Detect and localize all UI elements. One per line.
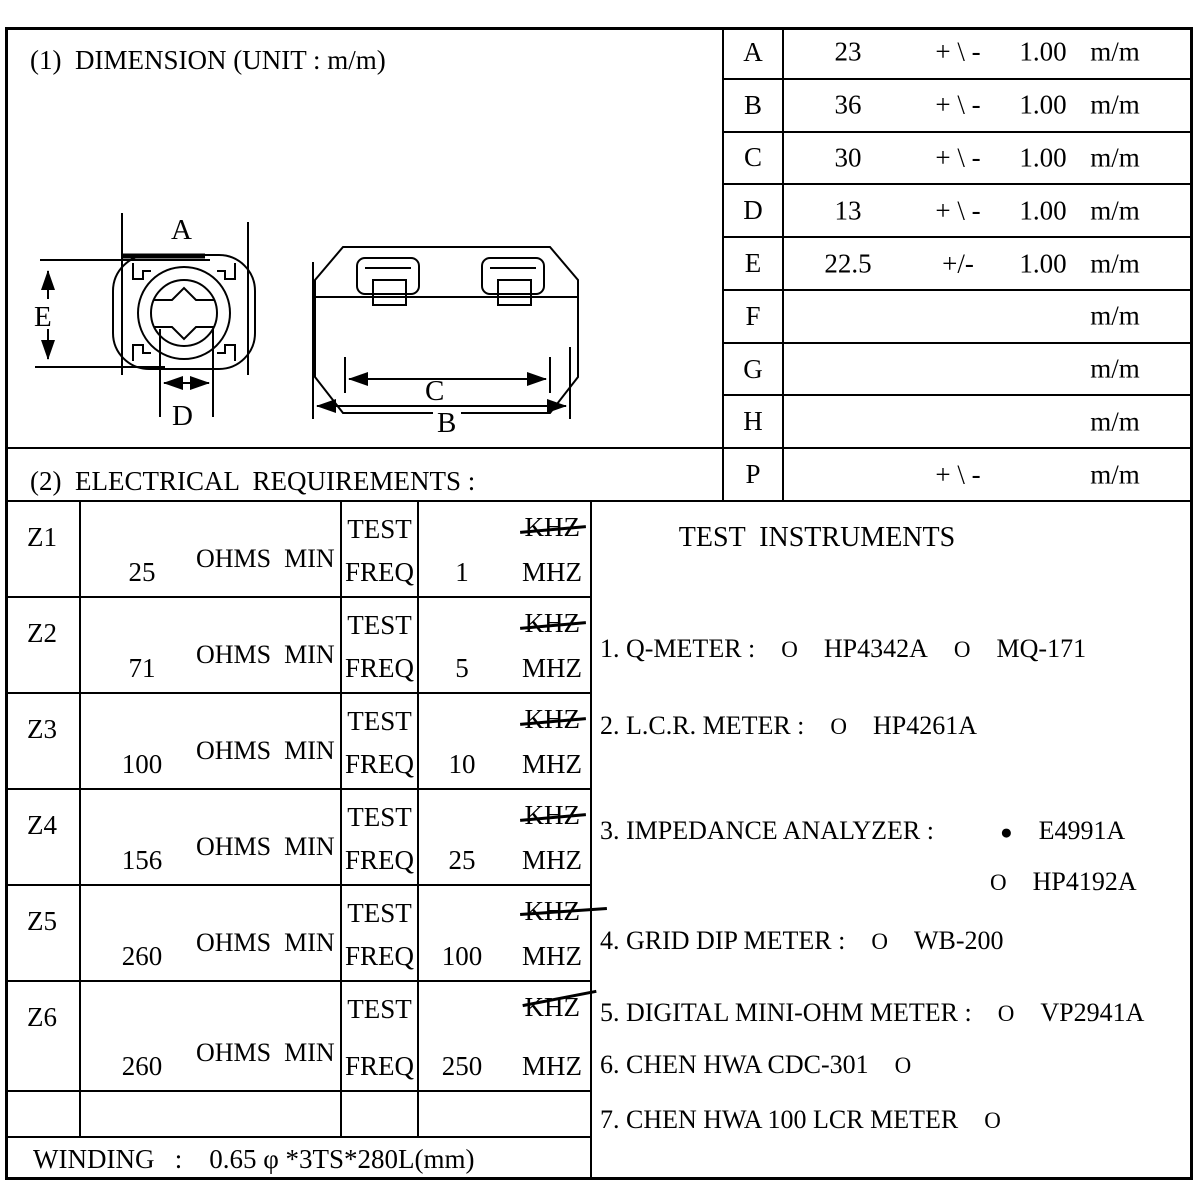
z-label: Z6 [5,982,81,1090]
ohms-min-label: OHMS MIN [196,640,335,669]
instrument-model: E4991A [1038,816,1126,845]
khz-unit-struck: KHZ [524,896,580,926]
dim-tolerance: 1.00 [1019,248,1067,279]
dim-label-d: D [172,400,193,432]
dim-tolerance-sign: + \ - [935,89,981,120]
dim-value: 36 [834,89,862,120]
dim-tolerance-sign: + \ - [935,195,981,226]
instrument-item-lcr-meter [600,711,977,741]
dim-tolerance: 1.00 [1019,195,1067,226]
instrument-model: HP4261A [873,711,978,740]
ohms-min-label: OHMS MIN [196,1038,335,1067]
instrument-item-q-meter [600,634,1086,664]
dim-unit: m/m [1090,142,1140,173]
radio-option-mark-selected[interactable]: ● [999,820,1013,844]
instrument-model: HP4342A [823,634,928,663]
dimension-table [722,27,1193,500]
z-label: Z1 [5,502,81,596]
side-view-drawing [313,247,578,439]
instrument-model: WB-200 [913,926,1004,955]
dim-tolerance: 1.00 [1019,89,1067,120]
instrument-label: 6. CHEN HWA CDC-301 [600,1050,869,1079]
table-row-a: A 23 + \ - 1.00 m/m [724,27,1193,80]
electrical-section-title: (2) ELECTRICAL REQUIREMENTS : [5,447,722,500]
test-label: TEST [347,802,412,832]
test-label: TEST [347,610,412,640]
instrument-label: 2. L.C.R. METER : [600,711,805,740]
freq-value: 250 [441,1051,483,1081]
ohms-value: 156 [121,845,163,875]
ohms-min-label: OHMS MIN [196,832,335,861]
z-label: Z3 [5,694,81,788]
freq-label: FREQ [344,653,415,683]
table-row-f: F m/m [724,291,1193,344]
instrument-label: 7. CHEN HWA 100 LCR METER [600,1105,959,1134]
instrument-model: VP2941A [1040,998,1145,1027]
freq-label: FREQ [344,1051,415,1081]
instrument-item-impedance-analyzer-alt [990,867,1137,897]
ohms-value: 260 [121,941,163,971]
ohms-value: 71 [128,653,156,683]
impedance-row-z3 [5,694,590,790]
z-label: Z2 [5,598,81,692]
ohms-min-label: OHMS MIN [196,544,335,573]
instrument-item-digital-mini-ohm-meter [600,998,1144,1028]
impedance-row-z6 [5,982,590,1092]
freq-value: 100 [441,941,483,971]
radio-option-mark[interactable]: O [894,1053,912,1078]
dim-value: 23 [834,36,862,67]
dim-value: 13 [834,195,862,226]
dim-unit: m/m [1090,248,1140,279]
dim-tolerance-sign: +/- [942,248,974,279]
ohms-min-label: OHMS MIN [196,736,335,765]
table-row-p: P + \ - m/m [724,449,1193,500]
freq-label: FREQ [344,557,415,587]
dim-unit: m/m [1090,36,1140,67]
dim-unit: m/m [1090,406,1140,437]
dim-label-b: B [437,407,457,439]
table-row-g: G m/m [724,344,1193,397]
radio-option-mark[interactable]: O [990,870,1007,895]
khz-unit-struck: KHZ [524,608,580,638]
mhz-unit: MHZ [522,941,582,971]
freq-label: FREQ [344,941,415,971]
radio-option-mark[interactable]: O [953,637,971,662]
dim-unit: m/m [1090,195,1140,226]
freq-label: FREQ [344,749,415,779]
dim-unit: m/m [1090,89,1140,120]
impedance-row-z5 [5,886,590,982]
mhz-unit: MHZ [522,845,582,875]
radio-option-mark[interactable]: O [984,1108,1001,1133]
impedance-row-z1 [5,502,590,598]
mhz-unit: MHZ [522,1051,582,1081]
winding-label: WINDING : [33,1143,183,1174]
test-label: TEST [347,706,412,736]
winding-row [5,1138,590,1180]
impedance-table [5,500,590,1180]
freq-value: 1 [455,557,469,587]
instrument-label: 3. IMPEDANCE ANALYZER : [600,816,934,845]
khz-unit-struck: KHZ [524,704,580,734]
impedance-row-empty [5,1092,590,1138]
test-instruments-title: TEST INSTRUMENTS [678,522,956,553]
dim-unit: m/m [1090,459,1140,490]
dim-tolerance-sign: + \ - [935,142,981,173]
table-row-d: D 13 + \ - 1.00 m/m [724,185,1193,238]
table-row-h: H m/m [724,396,1193,449]
instrument-model: HP4192A [1032,867,1137,896]
dim-tolerance-sign: + \ - [935,36,981,67]
freq-value: 10 [448,749,476,779]
test-label: TEST [347,514,412,544]
dim-unit: m/m [1090,353,1140,384]
khz-unit-struck: KHZ [524,800,580,830]
radio-option-mark[interactable]: O [871,929,888,954]
freq-value: 25 [448,845,476,875]
dim-label-e: E [34,301,52,333]
dim-value: 22.5 [824,248,872,279]
component-drawing [5,197,625,447]
dim-label-a: A [171,214,192,246]
khz-unit-struck: KHZ [524,512,580,542]
radio-option-mark[interactable]: O [830,714,848,739]
table-row-e: E 22.5 +/- 1.00 m/m [724,238,1193,291]
winding-value: 0.65 φ *3TS*280L(mm) [209,1143,475,1174]
khz-unit-struck: KHZ [524,992,580,1022]
impedance-row-z2 [5,598,590,694]
freq-label: FREQ [344,845,415,875]
radio-option-mark[interactable]: O [781,637,798,662]
dim-value: 30 [834,142,862,173]
instrument-label: 1. Q-METER : [600,634,756,663]
dimension-section-title: (1) DIMENSION (UNIT : m/m) [30,45,386,75]
ohms-value: 25 [128,557,156,587]
z-label: Z5 [5,886,81,980]
ohms-value: 100 [121,749,163,779]
test-label: TEST [347,994,412,1024]
instrument-label: 5. DIGITAL MINI-OHM METER : [600,998,972,1027]
dim-tolerance: 1.00 [1019,142,1067,173]
ohms-min-label: OHMS MIN [196,928,335,957]
table-row-b: B 36 + \ - 1.00 m/m [724,80,1193,133]
mhz-unit: MHZ [522,749,582,779]
z-label: Z4 [5,790,81,884]
dim-tolerance: 1.00 [1019,36,1067,67]
instrument-item-impedance-analyzer [600,816,1125,846]
instrument-item-chen-hwa-100-lcr [600,1105,1001,1135]
table-row-c: C 30 + \ - 1.00 m/m [724,133,1193,186]
mhz-unit: MHZ [522,653,582,683]
instrument-label: 4. GRID DIP METER : [600,926,846,955]
freq-value: 5 [455,653,469,683]
mhz-unit: MHZ [522,557,582,587]
dimension-section [5,27,722,447]
ohms-value: 260 [121,1051,163,1081]
radio-option-mark[interactable]: O [997,1001,1015,1026]
dim-tolerance-sign: + \ - [935,459,981,490]
instrument-item-chen-hwa-cdc301 [600,1050,911,1080]
impedance-row-z4 [5,790,590,886]
dim-label-c: C [425,375,445,407]
front-view-drawing [32,213,255,432]
test-instruments-panel [590,500,1193,1180]
instrument-model: MQ-171 [996,634,1087,663]
test-label: TEST [347,898,412,928]
instrument-item-grid-dip-meter [600,926,1003,956]
dim-unit: m/m [1090,300,1140,331]
